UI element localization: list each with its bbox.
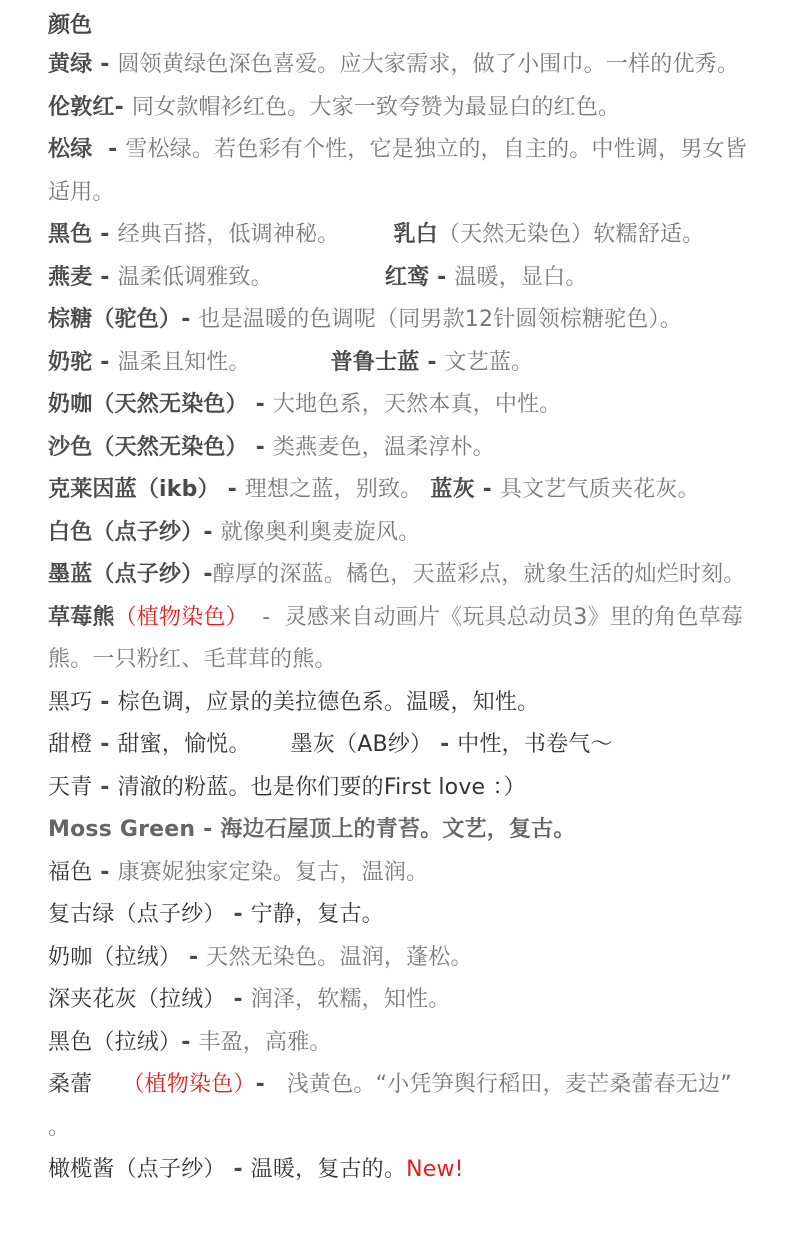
color-entry-heise-rubai xyxy=(48,214,760,257)
color-desc: 雪松绿。若色彩有个性，它是独立的，自主的。中性调，男女皆适用。 xyxy=(48,137,747,205)
separator: - xyxy=(92,349,118,375)
separator: - xyxy=(114,94,132,120)
color-desc: 温暖，复古的。 xyxy=(250,1157,407,1182)
separator-2: - xyxy=(474,477,500,502)
color-name: 橄榄酱（点子纱） xyxy=(48,1157,226,1182)
color-name: 燕麦 xyxy=(48,264,93,290)
color-desc-2: 中性，书卷气～ xyxy=(457,732,613,757)
color-desc: 同女款帽衫红色。大家一致夸赞为最显白的红色。 xyxy=(131,94,621,120)
color-desc: 温柔低调雅致。 xyxy=(117,264,273,290)
color-desc-2: （天然无染色）软糯舒适。 xyxy=(437,222,705,247)
color-name: 奶咖（天然无染色） xyxy=(48,392,248,417)
color-entry-tianqing xyxy=(48,767,760,810)
color-name: 白色（点子纱） xyxy=(48,519,204,545)
separator: - xyxy=(92,859,118,885)
dye-note: （植物染色） xyxy=(114,604,248,630)
color-name: 福色 xyxy=(48,859,93,885)
color-entry-fugulv xyxy=(48,894,760,937)
color-desc: 丰盈，高雅。 xyxy=(198,1029,332,1055)
color-name: 甜橙 xyxy=(48,732,93,757)
color-entry-shenjiahuahui xyxy=(48,979,760,1022)
color-desc: 就像奥利奥麦旋风。 xyxy=(220,519,421,545)
color-desc: 棕色调，应景的美拉德色系。温暖，知性。 xyxy=(117,689,540,715)
color-name: 黑巧 xyxy=(48,689,93,715)
color-entry-songlv xyxy=(48,129,760,214)
color-name-2: 乳白 xyxy=(393,222,438,247)
separator: - xyxy=(203,562,213,587)
color-desc: 经典百搭，低调神秘。 xyxy=(117,222,340,247)
color-entry-zongtang xyxy=(48,299,760,342)
separator: - xyxy=(195,817,221,842)
new-badge: New! xyxy=(406,1157,464,1182)
color-entry-heiqiao xyxy=(48,682,760,725)
color-name: 黑色 xyxy=(48,222,93,247)
separator: - xyxy=(181,1029,199,1055)
separator: - xyxy=(181,944,207,970)
color-name: 克莱因蓝（ikb） xyxy=(48,477,220,502)
color-entry-tiancheng-mohui xyxy=(48,724,760,767)
separator: - xyxy=(92,52,118,77)
separator: - xyxy=(92,264,118,290)
color-entry-molan xyxy=(48,554,760,597)
color-name: 复古绿（点子纱） xyxy=(48,902,226,927)
separator: - xyxy=(225,987,251,1012)
color-desc-2: 具文艺气质夹花灰。 xyxy=(499,477,700,502)
dye-note: （植物染色） xyxy=(122,1072,256,1097)
color-desc: 清澈的粉蓝。也是你们要的First love ：） xyxy=(117,774,526,800)
color-name: 黑色（拉绒） xyxy=(48,1029,182,1055)
color-name: 深夹花灰（拉绒） xyxy=(48,987,226,1012)
color-name: 桑蕾 xyxy=(48,1072,93,1097)
color-desc: 醇厚的深蓝。橘色，天蓝彩点，就象生活的灿烂时刻。 xyxy=(212,562,746,587)
separator: - xyxy=(92,689,118,715)
color-desc: 宁静，复古。 xyxy=(250,902,384,927)
color-name: 奶咖（拉绒） xyxy=(48,944,182,970)
color-entry-caomeixiong xyxy=(48,597,760,682)
color-desc: 圆领黄绿色深色喜爱。应大家需求，做了小围巾。一样的优秀。 xyxy=(117,52,740,77)
separator: - xyxy=(247,392,273,417)
color-entry-naituo-pulushilan xyxy=(48,342,760,385)
color-name: 黄绿 xyxy=(48,52,93,77)
separator: - xyxy=(92,137,126,162)
color-entry-moss-green xyxy=(48,809,760,852)
color-desc: 天然无染色。温润，蓬松。 xyxy=(206,944,473,970)
color-name: 墨蓝（点子纱） xyxy=(48,562,204,587)
color-name-2: 墨灰（AB纱） xyxy=(290,732,433,757)
color-desc: 也是温暖的色调呢（同男款12针圆领棕糖驼色）。 xyxy=(198,307,683,332)
separator: - xyxy=(181,307,199,332)
color-name: Moss Green xyxy=(48,817,196,842)
color-entry-huanglv xyxy=(48,44,760,87)
separator: - xyxy=(92,774,118,800)
color-desc-2: 温暖，显白。 xyxy=(454,264,588,290)
separator: - xyxy=(203,519,221,545)
separator: - xyxy=(255,1072,273,1097)
color-entry-lundunhong xyxy=(48,87,760,130)
color-desc: 康赛妮独家定染。复古，温润。 xyxy=(117,859,429,885)
separator: - xyxy=(247,434,273,460)
color-entry-ganlanjiang xyxy=(48,1149,760,1192)
color-name: 棕糖（驼色） xyxy=(48,307,182,332)
color-desc-2: 文艺蓝。 xyxy=(444,349,534,375)
separator: - xyxy=(219,477,245,502)
separator-2: - xyxy=(432,732,458,757)
separator: - xyxy=(247,604,285,630)
color-entry-heise-larong xyxy=(48,1022,760,1065)
separator: - xyxy=(92,222,118,247)
color-desc: 甜蜜，愉悦。 xyxy=(117,732,251,757)
color-entry-shase xyxy=(48,427,760,470)
color-desc: 温柔且知性。 xyxy=(117,349,251,375)
color-entry-yanmai-hongluan xyxy=(48,257,760,300)
color-desc: 海边石屋顶上的青苔。文艺，复古。 xyxy=(220,817,576,842)
color-entry-baise xyxy=(48,512,760,555)
separator-2: - xyxy=(429,264,455,290)
color-name: 奶驼 xyxy=(48,349,93,375)
color-name: 伦敦红 xyxy=(48,94,115,120)
color-name: 草莓熊 xyxy=(48,604,115,630)
color-entry-sanglei xyxy=(48,1064,760,1149)
color-entry-naika xyxy=(48,384,760,427)
separator: - xyxy=(92,732,118,757)
color-name-2: 红鸾 xyxy=(384,264,430,290)
color-entry-naika-larong xyxy=(48,937,760,980)
color-desc: 类燕麦色，温柔淳朴。 xyxy=(272,434,495,460)
color-name: 天青 xyxy=(48,774,93,800)
separator-2: - xyxy=(419,349,445,375)
color-desc: 灵感来自动画片《玩具总动员3》里的角色草莓熊。一只粉红、毛茸茸的熊。 xyxy=(48,604,743,672)
color-desc: 理想之蓝，别致。 xyxy=(244,477,423,502)
color-desc: 润泽，软糯，知性。 xyxy=(250,987,451,1012)
color-name: 松绿 xyxy=(48,137,93,162)
separator: - xyxy=(225,902,251,927)
color-desc: 大地色系，天然本真，中性。 xyxy=(272,392,562,417)
color-entry-kelaiyinlan-lanhui xyxy=(48,469,760,512)
color-name: 沙色（天然无染色） xyxy=(48,434,248,460)
separator: - xyxy=(225,1157,251,1182)
color-entry-fuse xyxy=(48,852,760,895)
color-name-2: 普鲁士蓝 xyxy=(330,349,420,375)
color-name-2: 蓝灰 xyxy=(430,477,475,502)
section-heading: 颜色 xyxy=(48,13,93,38)
color-desc: 浅黄色。“小凭笋舆行稻田，麦芒桑蕾春无边” 。 xyxy=(48,1072,732,1140)
